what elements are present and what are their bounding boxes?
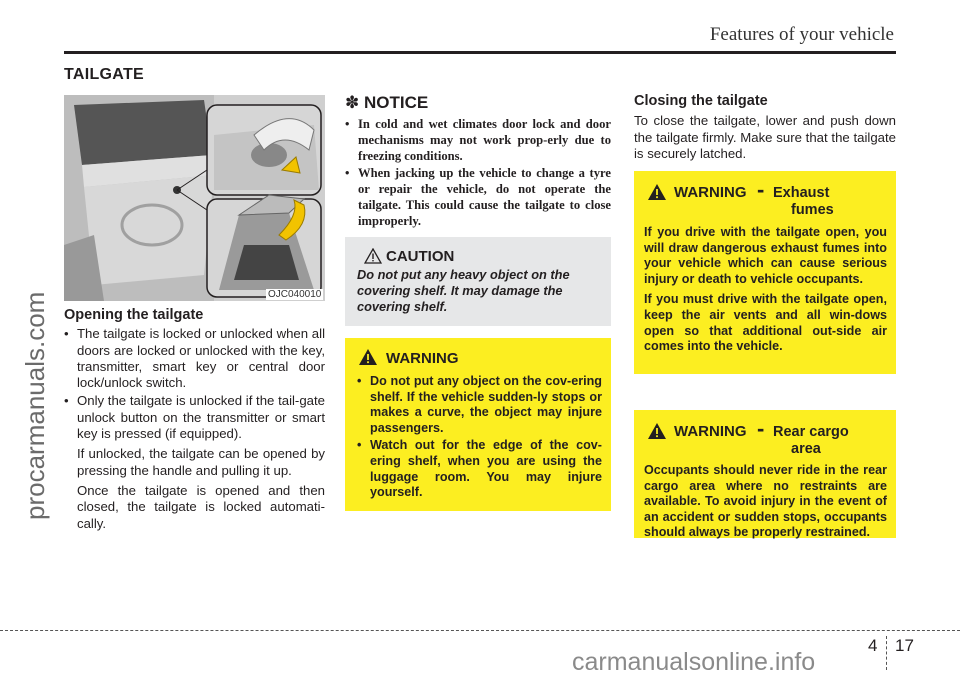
watermark-left: procarmanuals.com — [20, 291, 50, 520]
opening-paragraph: If unlocked, the tailgate can be opened by pressing the handle and pulling it up. — [77, 446, 325, 478]
warning-cargo-body — [644, 463, 887, 546]
warning-triangle-icon — [647, 422, 667, 440]
footer-rule — [0, 630, 960, 631]
list-item: • Watch out for the edge of the cov-ering shelf, when you are using the luggage room. You may injure yourself. — [357, 438, 602, 500]
section-title: TAILGATE — [64, 66, 145, 83]
warning-cargo-subtitle-2: area — [791, 441, 821, 457]
tailgate-illustration — [64, 95, 325, 301]
opening-heading: Opening the tailgate — [64, 307, 204, 323]
notice-bullets — [345, 117, 611, 232]
warning-cargo-title: WARNING — [674, 423, 747, 440]
page-separator — [886, 636, 888, 670]
warning-exhaust-subtitle-1: Exhaust — [773, 185, 830, 201]
opening-paragraph: Once the tailgate is opened and then closed, the tailgate is locked automati-cally. — [77, 482, 325, 531]
warning-exhaust-body — [644, 225, 887, 360]
warning-exhaust-dash: - — [757, 177, 765, 202]
header-title: Features of your vehicle — [709, 24, 894, 45]
list-item: • In cold and wet climates door lock and door mechanisms may not work prop-erly due to freezing conditions. — [345, 117, 611, 164]
page-number: 17 — [895, 636, 914, 655]
list-item: • Do not put any object on the cov-ering shelf. If the vehicle sudden-ly stops or makes a curve, the object may injure passengers. — [357, 374, 602, 436]
warning-shelf-title: WARNING — [386, 350, 459, 367]
closing-section — [634, 93, 896, 162]
watermark-bottom: carmanualsonline.info — [572, 648, 816, 676]
tailgate-illustration-drawing — [64, 95, 325, 301]
warning-triangle-icon — [358, 348, 378, 366]
warning-cargo-subtitle-1: Rear cargo — [773, 424, 849, 440]
warning-paragraph: Occupants should never ride in the rear cargo area where no restraints are available. To avoid injury in the event of an accident or sudden stops, occupants should always be properly restrained. — [644, 463, 887, 540]
opening-bullets — [64, 326, 325, 442]
warning-paragraph: If you must drive with the tailgate open, keep the air vents and all win-dows open so that additional out-side air comes into the vehicle. — [644, 292, 887, 354]
header-rule — [64, 51, 896, 54]
notice-title: NOTICE — [363, 93, 429, 112]
warning-cargo-dash: - — [757, 416, 765, 441]
figure-code: OJC040010 — [268, 289, 322, 300]
notice-heading — [345, 93, 428, 113]
list-item: • The tailgate is locked or unlocked when all doors are locked or unlocked with the key, transmitter, smart key or central door lock/unlock switch. — [64, 326, 325, 391]
warning-exhaust-box — [634, 171, 896, 374]
caution-title: CAUTION — [386, 248, 455, 265]
closing-heading: Closing the tailgate — [634, 93, 768, 109]
list-item: • When jacking up the vehicle to change a tyre or repair the vehicle, do not operate the tailgate. This could cause the tailgate to close improperly. — [345, 166, 611, 229]
warning-paragraph: If you drive with the tailgate open, you will draw dangerous exhaust fumes into your vehicle which can cause serious injury or death to vehicle occupants. — [644, 225, 887, 286]
warning-cargo-box — [634, 410, 896, 538]
warning-triangle-icon — [647, 183, 667, 201]
closing-text: To close the tailgate, lower and push down the tailgate firmly. Make sure that the tailgate is securely latched. — [634, 113, 896, 161]
caution-triangle-icon — [364, 248, 382, 264]
warning-exhaust-title: WARNING — [674, 184, 747, 201]
opening-section — [64, 307, 325, 532]
notice-symbol-icon: ✽ — [345, 93, 360, 112]
chapter-number: 4 — [868, 636, 878, 655]
warning-exhaust-subtitle-2: fumes — [791, 202, 834, 218]
list-item: • Only the tailgate is unlocked if the tail-gate unlock button on the transmitter or smart key is pressed (if equipped). — [64, 393, 325, 442]
caution-text: Do not put any heavy object on the covering shelf. It may damage the covering shelf. — [357, 267, 570, 314]
warning-shelf-box — [345, 338, 611, 511]
warning-shelf-bullets — [357, 374, 602, 503]
